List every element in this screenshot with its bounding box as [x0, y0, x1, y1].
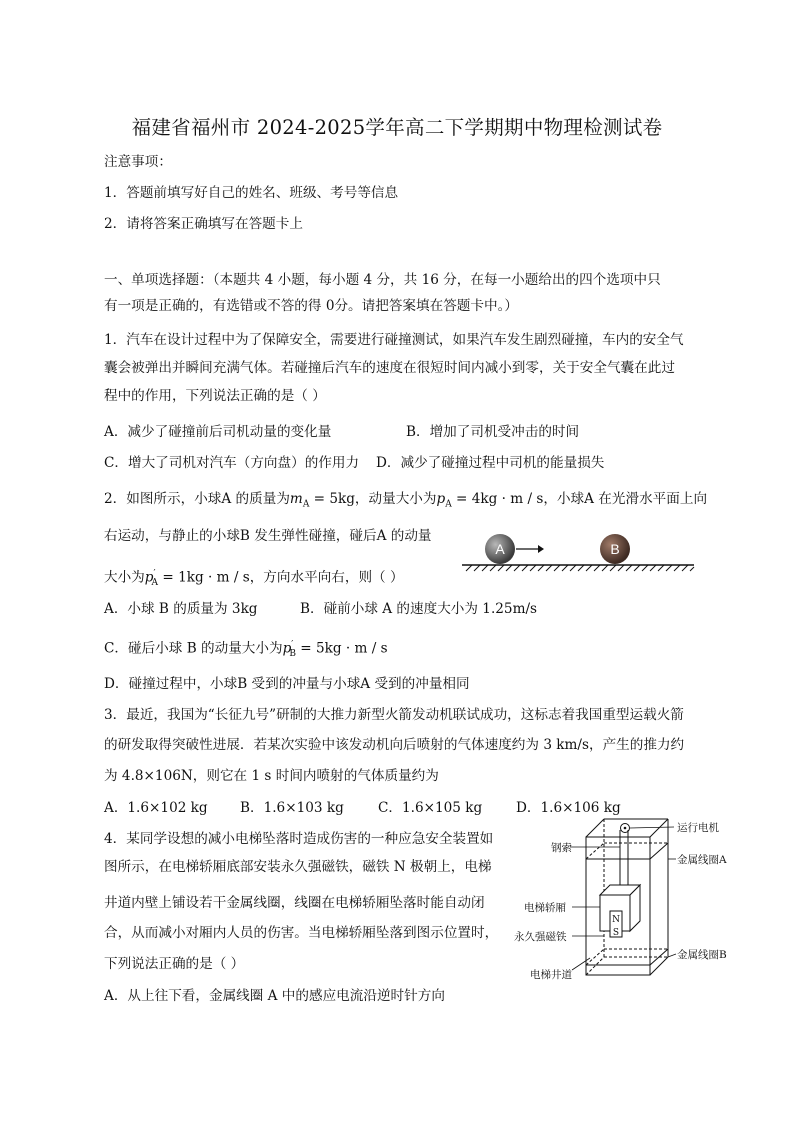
q3-stem-line: 为 4.8×106N，则它在 1 s 时间内喷射的气体质量约为 [104, 768, 439, 784]
magnet-s-label: S [612, 928, 620, 938]
notice-item: 1．答题前填写好自己的姓名、班级、考号等信息 [104, 185, 399, 201]
q2-stem-line2: 右运动，与静止的小球B 发生弹性碰撞，碰后A 的动量 [104, 528, 432, 544]
q2-collision-figure [458, 530, 698, 578]
q4-option-a: A．从上往下看，金属线圈 A 中的感应电流沿逆时针方向 [104, 988, 445, 1004]
section-heading: 一、单项选择题：（本题共 4 小题，每小题 4 分，共 16 分，在每一小题给出的四个选项中只 [104, 272, 661, 288]
ground-hatch [466, 565, 694, 571]
q4-stem-line: 4．某同学设想的减小电梯坠落时造成伤害的一种应急安全装置如 [104, 831, 494, 847]
q3-stem-line: 3．最近，我国为“长征九号”研制的大推力新型火箭发动机联试成功，这标志着我国重型运载火箭 [104, 707, 684, 723]
q1-option-a: A．减少了碰撞前后司机动量的变化量 [104, 424, 332, 440]
q4-stem-line: 井道内壁上铺设若干金属线圈，线圈在电梯轿厢坠落时能自动闭 [104, 895, 485, 911]
q2-option-a: A．小球 B 的质量为 3kg [104, 601, 258, 617]
q1-option-d: D．减少了碰撞过程中司机的能量损失 [376, 455, 605, 471]
q4-stem-line: 合，从而减小对厢内人员的伤害。当电梯轿厢坠落到图示位置时， [104, 925, 499, 941]
q2-option-c [104, 635, 388, 664]
label-car: 电梯轿厢 [524, 902, 566, 914]
q2-var-sub: A [151, 578, 159, 589]
q2-var-prime: ′ [291, 640, 294, 650]
q2-stem-line1 [104, 489, 707, 515]
q2-var-sub: A [445, 499, 452, 510]
q2-text: C．碰后小球 B 的动量大小为 [104, 640, 283, 657]
label-motor: 运行电机 [677, 822, 719, 834]
q2-var-sub: A [302, 499, 310, 510]
magnet-n-label: N [612, 915, 620, 925]
q4-stem-line: 下列说法正确的是（ ） [104, 956, 245, 972]
label-coil-a: 金属线圈A [677, 854, 727, 866]
q2-var-sub: B [289, 649, 296, 660]
q2-var-p: p [144, 569, 154, 586]
q2-option-d: D．碰撞过程中，小球B 受到的冲量与小球A 受到的冲量相同 [104, 676, 470, 692]
q2-option-b: B．碰前小球 A 的速度大小为 1.25m/s [300, 601, 538, 617]
q3-option-c: C．1.6×105 kg [378, 800, 483, 816]
q1-option-c: C．增大了司机对汽车（方向盘）的作用力 [104, 455, 360, 471]
q1-stem-line: 1．汽车在设计过程中为了保障安全，需要进行碰撞测试，如果汽车发生剧烈碰撞，车内的安全气 [104, 332, 684, 348]
q2-var-p: p [282, 640, 292, 657]
page-title: 福建省福州市 2024-2025学年高二下学期期中物理检测试卷 [131, 116, 663, 139]
label-coil-b: 金属线圈B [677, 949, 727, 961]
q3-stem-line: 的研发取得突破性进展．若某次实验中该发动机向后喷射的气体速度约为 3 km/s，产生的推力约 [104, 737, 685, 753]
ball-a-label: A [495, 541, 505, 557]
q2-text: = 5kg，动量大小为 [309, 491, 437, 507]
q2-text: 2．如图所示，小球A 的质量为 [104, 491, 290, 507]
label-shaft: 电梯井道 [530, 969, 572, 981]
ball-b-label: B [610, 541, 620, 557]
velocity-arrowhead [538, 545, 544, 553]
q2-var-prime: ′ [153, 569, 156, 579]
q2-stem-line3 [104, 564, 404, 593]
q2-var-p: p [436, 491, 446, 507]
q1-stem-line: 囊会被弹出并瞬间充满气体。若碰撞后汽车的速度在很短时间内减小到零，关于安全气囊在此过 [104, 360, 675, 376]
q4-stem-line: 图所示，在电梯轿厢底部安装永久强磁铁，磁铁 N 极朝上，电梯 [104, 859, 492, 875]
q2-text: = 4kg · m / s，小球A 在光滑水平面上向 [451, 491, 708, 507]
section-heading-cont: 有一项是正确的，有选错或不答的得 0分。请把答案填在答题卡中。） [104, 298, 518, 314]
q1-option-b: B．增加了司机受冲击的时间 [406, 424, 580, 440]
q3-option-d: D．1.6×106 kg [516, 800, 621, 816]
q2-text: = 1kg · m / s，方向水平向右，则（ ） [158, 569, 404, 586]
label-magnet: 永久强磁铁 [514, 931, 567, 943]
q4-left-leaders [570, 840, 620, 980]
q1-stem-line: 程中的作用，下列说法正确的是（ ） [104, 388, 326, 404]
label-cable: 钢索 [551, 842, 572, 854]
motor-center [624, 827, 627, 830]
q3-option-b: B．1.6×103 kg [240, 800, 344, 816]
q2-text: = 5kg · m / s [295, 640, 388, 657]
notice-item: 2．请将答案正确填写在答题卡上 [104, 216, 303, 232]
q2-var-m: m [289, 491, 303, 507]
notice-heading: 注意事项： [104, 154, 172, 170]
q3-option-a: A．1.6×102 kg [104, 800, 208, 816]
q2-text: 大小为 [104, 569, 145, 586]
